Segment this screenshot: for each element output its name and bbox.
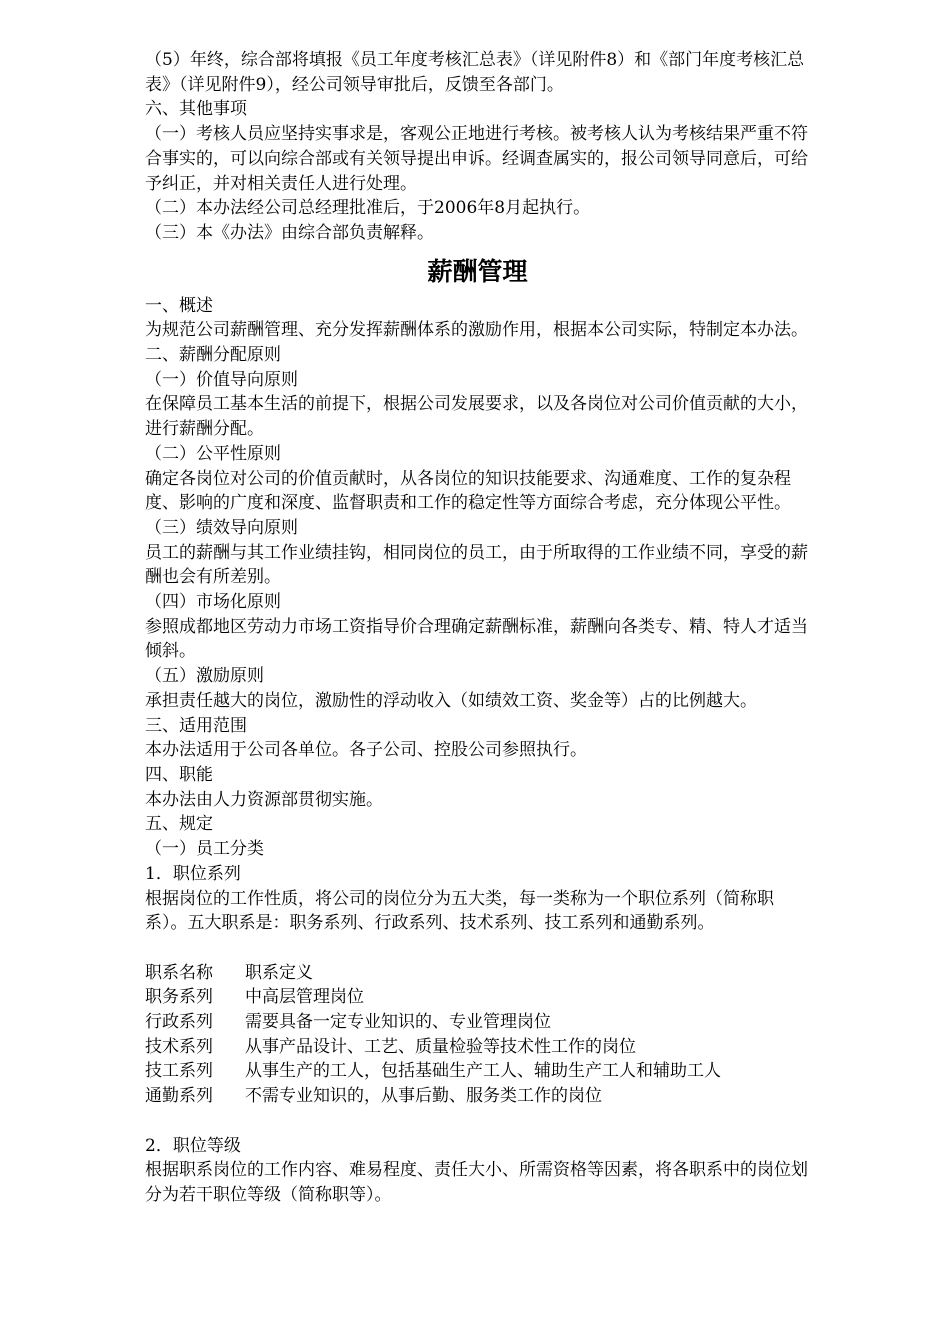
- section-title: 薪酬管理: [427, 256, 528, 286]
- paragraph: （一）考核人员应坚持实事求是，客观公正地进行考核。被考核人认为考核结果严重不符合事实的，可以向综合部或有关领导提出申诉。经调查属实的，报公司领导同意后，可给予纠正，并对相关责任人进行处理。: [145, 124, 808, 194]
- paragraph: 为规范公司薪酬管理、充分发挥薪酬体系的激励作用，根据本公司实际，特制定本办法。: [145, 320, 808, 341]
- table-cell: 行政系列: [145, 1012, 213, 1032]
- table-row: [145, 1010, 721, 1035]
- paragraph: （5）年终，综合部将填报《员工年度考核汇总表》（详见附件8）和《部门年度考核汇总表》（详见附件9），经公司领导审批后，反馈至各部门。: [145, 50, 805, 95]
- subheading: （五）激励原则: [145, 666, 264, 687]
- table-cell: 从事产品设计、工艺、质量检验等技术性工作的岗位: [245, 1036, 636, 1057]
- section-heading: 四、职能: [145, 764, 213, 785]
- table-cell: 技工系列: [145, 1061, 213, 1082]
- subheading: （一）员工分类: [145, 839, 264, 860]
- paragraph: 参照成都地区劳动力市场工资指导价合理确定薪酬标准，薪酬向各类专、精、特人才适当倾斜。: [145, 616, 808, 662]
- table-row: [145, 1059, 721, 1084]
- subheading: （三）绩效导向原则: [145, 517, 298, 538]
- subheading: （二）公平性原则: [145, 443, 281, 464]
- table-header-cell: 职系定义: [245, 962, 313, 983]
- blank-line: [145, 1109, 810, 1134]
- table-header-cell: 职系名称: [145, 962, 213, 983]
- paragraph: 本办法适用于公司各单位。各子公司、控股公司参照执行。: [145, 740, 587, 761]
- tail-section: [145, 1134, 810, 1208]
- paragraph: （三）本《办法》由综合部负责解释。: [145, 222, 434, 243]
- section-heading: 五、规定: [145, 814, 213, 835]
- subheading: 1．职位系列: [145, 863, 241, 884]
- table-cell: 从事生产的工人，包括基础生产工人、辅助生产工人和辅助工人: [245, 1061, 721, 1082]
- blank-line: [145, 936, 810, 961]
- body-section: [145, 294, 810, 936]
- table-cell: 不需专业知识的，从事后勤、服务类工作的岗位: [245, 1086, 602, 1107]
- section-heading: 三、适用范围: [145, 715, 247, 736]
- table-cell: 通勤系列: [145, 1086, 213, 1107]
- paragraph: 承担责任越大的岗位，激励性的浮动收入（如绩效工资、奖金等）占的比例越大。: [145, 690, 757, 711]
- paragraph: 根据职系岗位的工作内容、难易程度、责任大小、所需资格等因素，将各职系中的岗位划分为若干职位等级（简称职等）。: [145, 1160, 808, 1205]
- subheading: （一）价值导向原则: [145, 369, 298, 390]
- table-cell: 职务系列: [145, 987, 213, 1008]
- table-row: [145, 1035, 721, 1060]
- table-cell: 中高层管理岗位: [245, 987, 364, 1008]
- top-section: [145, 48, 810, 246]
- table-cell: 需要具备一定专业知识的、专业管理岗位: [245, 1012, 551, 1032]
- section-heading: 二、薪酬分配原则: [145, 345, 281, 366]
- paragraph: 确定各岗位对公司的价值贡献时，从各岗位的知识技能要求、沟通难度、工作的复杂程度、影响的广度和深度、监督职责和工作的稳定性等方面综合考虑，充分体现公平性。: [145, 468, 791, 514]
- paragraph: 员工的薪酬与其工作业绩挂钩，相同岗位的员工，由于所取得的工作业绩不同，享受的薪酬也会有所差别。: [145, 542, 808, 588]
- paragraph: 在保障员工基本生活的前提下，根据公司发展要求，以及各岗位对公司价值贡献的大小，进行薪酬分配。: [145, 394, 808, 440]
- table-row: [145, 1084, 721, 1109]
- subheading: 2．职位等级: [145, 1135, 241, 1156]
- section-heading: 六、其他事项: [145, 99, 247, 120]
- table-row: [145, 985, 721, 1010]
- job-series-table: [145, 961, 721, 1109]
- paragraph: （二）本办法经公司总经理批准后，于2006年8月起执行。: [145, 198, 591, 219]
- subheading: （四）市场化原则: [145, 592, 281, 613]
- table-header-row: [145, 961, 721, 986]
- section-heading: 一、概述: [145, 295, 213, 316]
- paragraph: 本办法由人力资源部贯彻实施。: [145, 789, 383, 810]
- table-cell: 技术系列: [145, 1036, 213, 1057]
- document-page: [145, 48, 810, 1208]
- paragraph: 根据岗位的工作性质，将公司的岗位分为五大类，每一类称为一个职位系列（简称职系）。五大职系是：职务系列、行政系列、技术系列、技工系列和通勤系列。: [145, 888, 774, 934]
